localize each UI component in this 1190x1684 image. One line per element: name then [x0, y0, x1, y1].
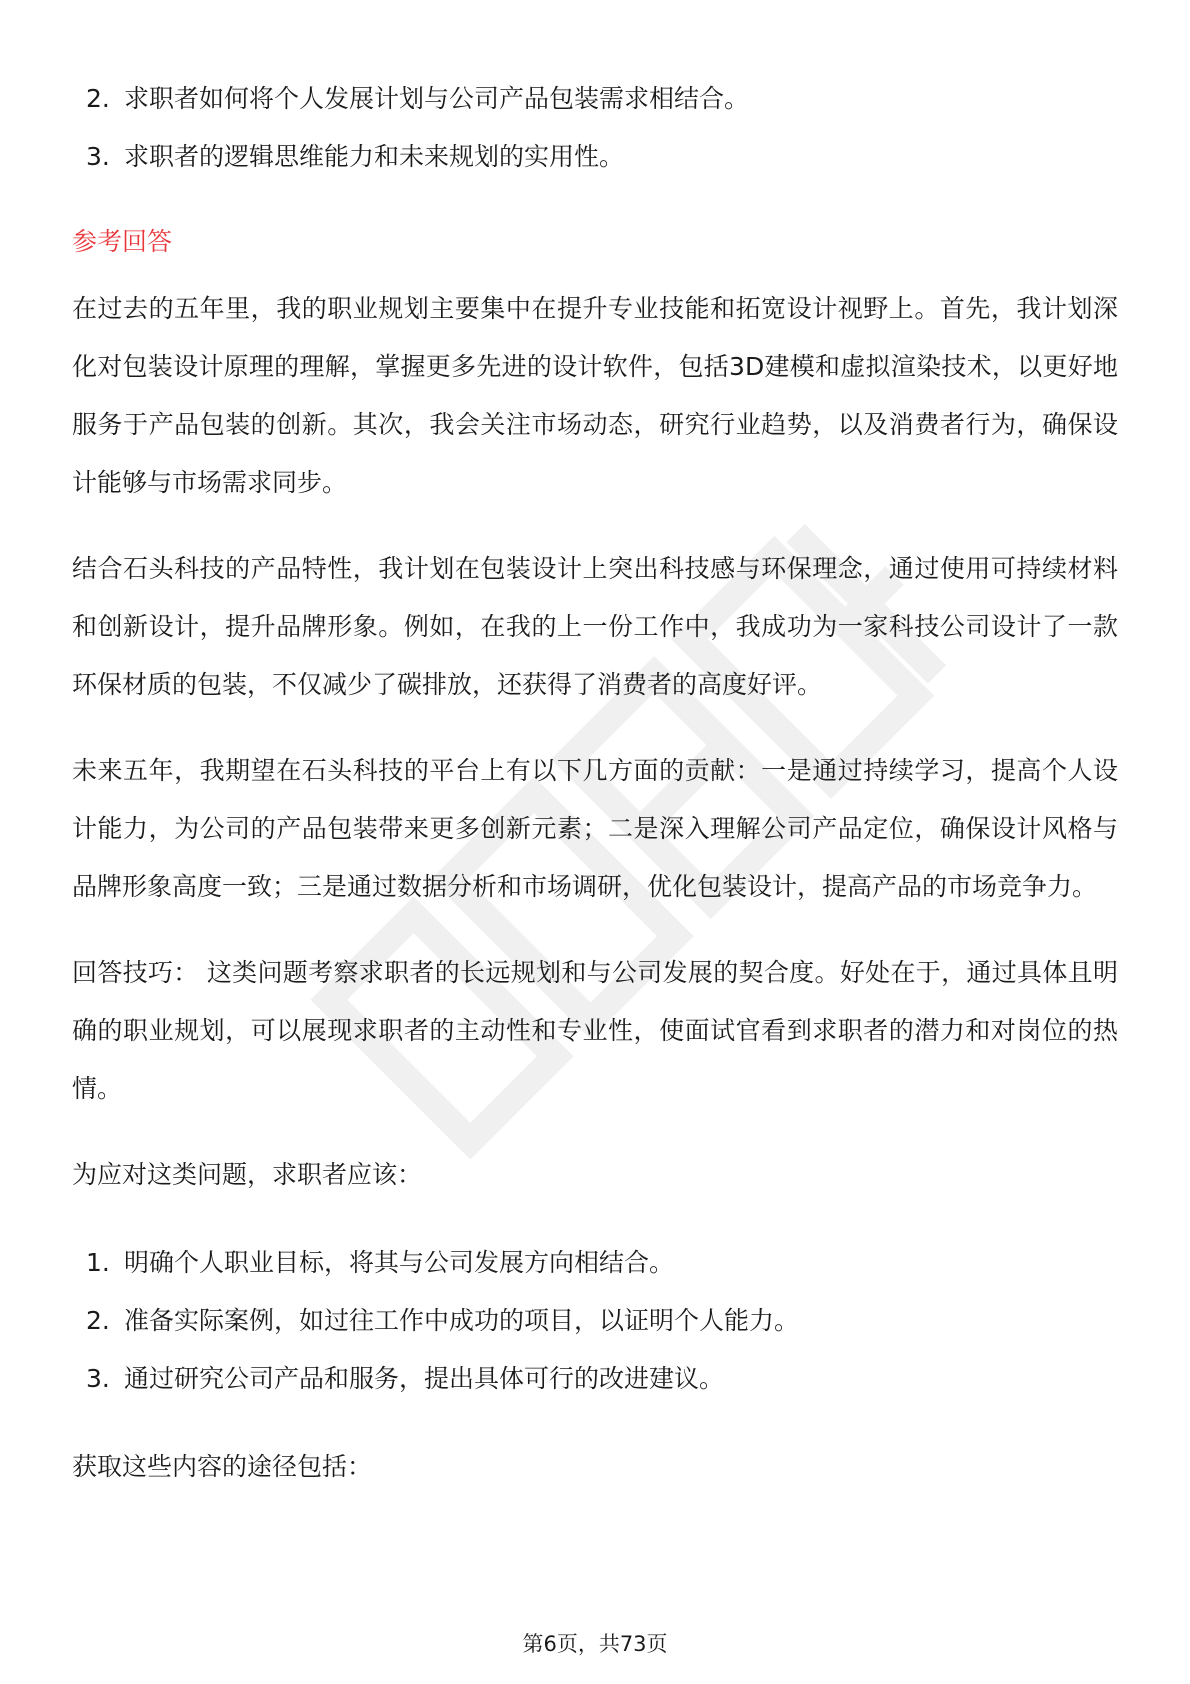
page-number-footer: 第6页，共73页	[522, 1632, 668, 1656]
list-item	[72, 70, 1118, 128]
answer-tips-paragraph: 回答技巧： 这类问题考察求职者的长远规划和与公司发展的契合度。好处在于，通过具体且明确的职业规划，可以展现求职者的主动性和专业性，使面试官看到求职者的潜力和对岗位的热情。	[72, 958, 1118, 1103]
top-numbered-list	[72, 70, 1118, 186]
reference-answer-heading: 参考回答	[72, 227, 173, 256]
answer-paragraph-1: 在过去的五年里，我的职业规划主要集中在提升专业技能和拓宽设计视野上。首先，我计划深化对包装设计原理的理解，掌握更多先进的设计软件，包括3D建模和虚拟渲染技术，以更好地服务于产品包装的创新。其次，我会关注市场动态，研究行业趋势，以及消费者行为，确保设计能够与市场需求同步。	[72, 294, 1118, 497]
list-number: 3.	[86, 142, 110, 171]
closing-line: 获取这些内容的途径包括：	[72, 1452, 373, 1481]
list-number: 2.	[86, 84, 110, 113]
answer-paragraph-3: 未来五年，我期望在石头科技的平台上有以下几方面的贡献：一是通过持续学习，提高个人设计能力，为公司的产品包装带来更多创新元素；二是深入理解公司产品定位，确保设计风格与品牌形象高度一致；三是通过数据分析和市场调研，优化包装设计，提高产品的市场竞争力。	[72, 756, 1118, 901]
list-number: 1.	[86, 1248, 110, 1277]
list-number: 2.	[86, 1306, 110, 1335]
answer-paragraph-2: 结合石头科技的产品特性，我计划在包装设计上突出科技感与环保理念，通过使用可持续材料和创新设计，提升品牌形象。例如，在我的上一份工作中，我成功为一家科技公司设计了一款环保材质的包装，不仅减少了碳排放，还获得了消费者的高度好评。	[72, 554, 1118, 699]
list-item	[72, 1234, 1118, 1292]
list-item	[72, 1350, 1118, 1408]
how-to-respond-intro: 为应对这类问题，求职者应该：	[72, 1160, 423, 1189]
bottom-numbered-list	[72, 1234, 1118, 1408]
content-area	[72, 70, 1118, 1496]
list-text: 求职者如何将个人发展计划与公司产品包装需求相结合。	[124, 84, 750, 113]
list-text: 求职者的逻辑思维能力和未来规划的实用性。	[124, 142, 625, 171]
list-item	[72, 1292, 1118, 1350]
list-text: 通过研究公司产品和服务，提出具体可行的改进建议。	[124, 1364, 725, 1393]
list-text: 明确个人职业目标，将其与公司发展方向相结合。	[124, 1248, 675, 1277]
list-text: 准备实际案例，如过往工作中成功的项目，以证明个人能力。	[124, 1306, 800, 1335]
list-item	[72, 128, 1118, 186]
list-number: 3.	[86, 1364, 110, 1393]
